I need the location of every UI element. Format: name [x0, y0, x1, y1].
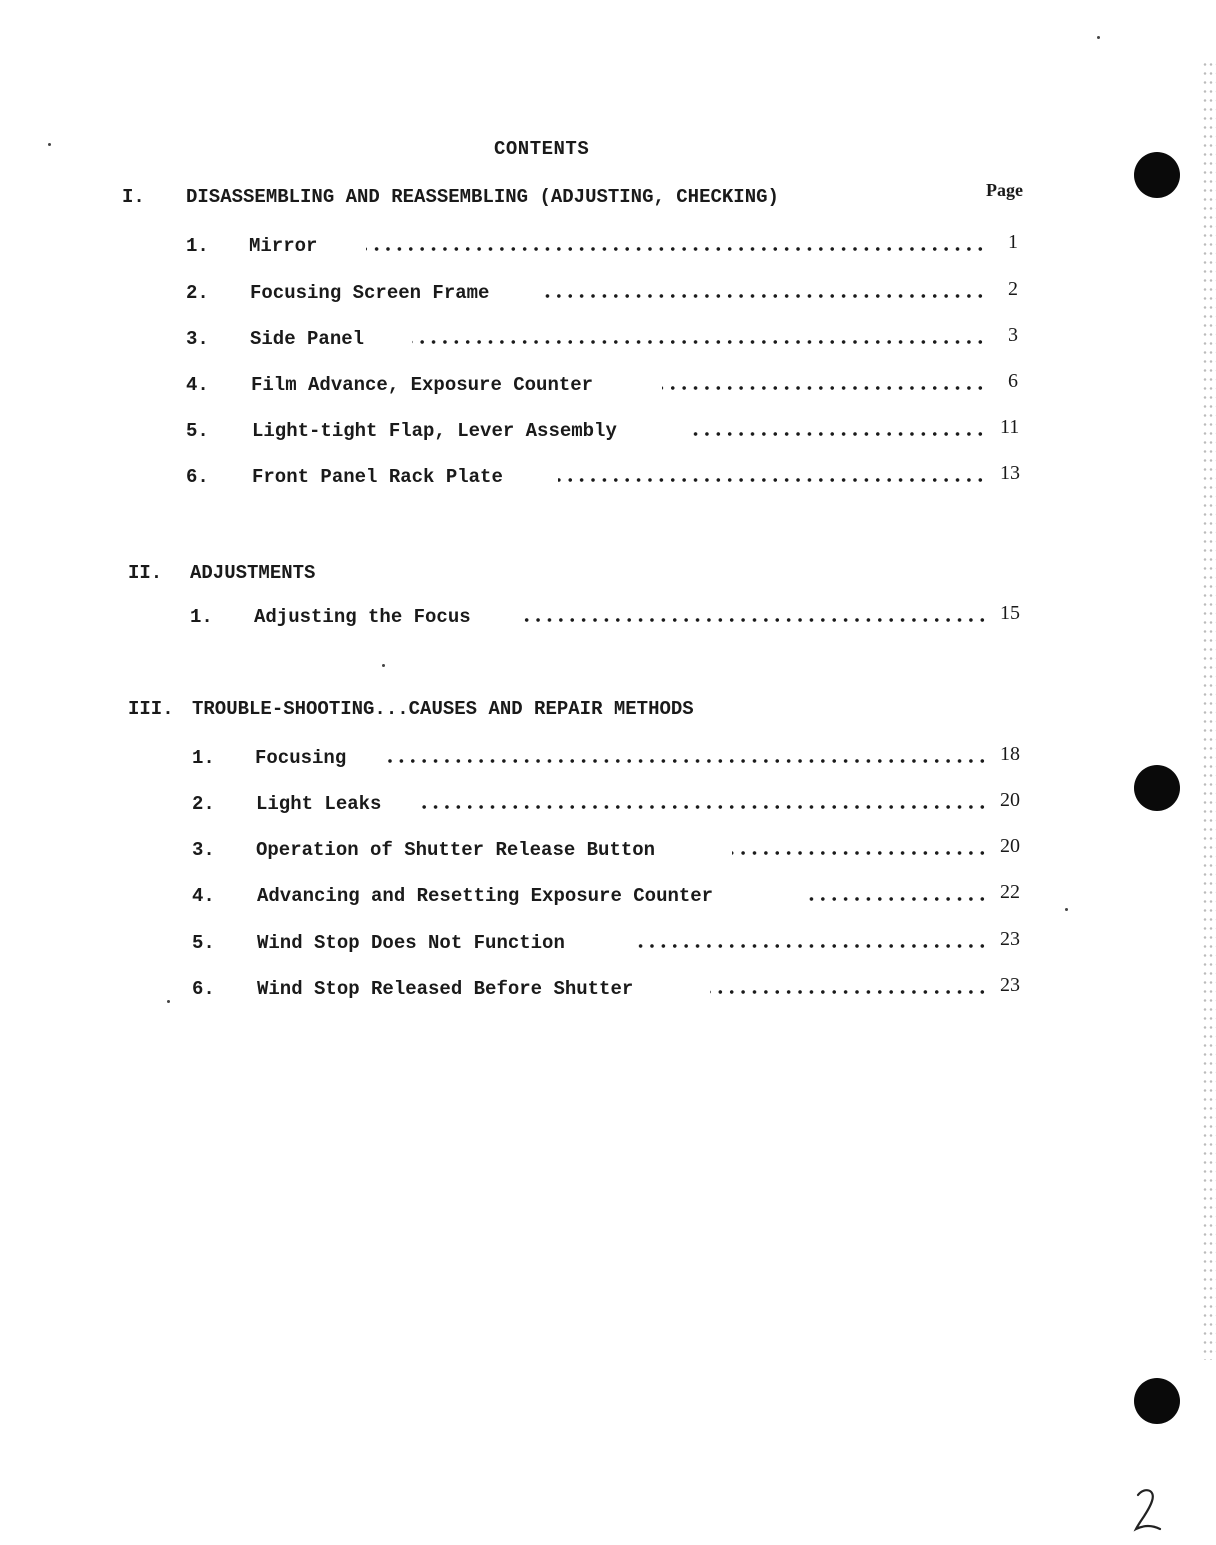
dot-leader — [662, 386, 986, 390]
entry-number: 1. — [192, 747, 215, 769]
entry-label: Side Panel — [250, 328, 365, 350]
scan-edge-noise — [1202, 60, 1216, 1360]
entry-page-number: 23 — [1000, 974, 1020, 996]
dust-speck — [48, 143, 51, 146]
section-numeral: I. — [122, 186, 145, 208]
entry-page-number: 22 — [1000, 881, 1020, 903]
dot-leader — [632, 944, 988, 948]
dot-leader — [416, 805, 988, 809]
entry-label: Advancing and Resetting Exposure Counter — [257, 885, 714, 907]
dot-leader — [710, 990, 988, 994]
entry-label: Front Panel Rack Plate — [252, 466, 503, 488]
entry-label: Focusing Screen Frame — [250, 282, 490, 304]
entry-label: Mirror — [249, 235, 318, 257]
section-numeral: III. — [128, 698, 174, 720]
entry-page-number: 20 — [1000, 835, 1020, 857]
entry-page-number: 13 — [1000, 462, 1020, 484]
dot-leader — [686, 432, 986, 436]
toc-entry[interactable] — [186, 324, 1026, 354]
dot-leader — [804, 897, 988, 901]
toc-entry[interactable] — [192, 881, 1032, 911]
section-title: ADJUSTMENTS — [190, 562, 316, 584]
binder-hole-middle — [1134, 765, 1180, 811]
entry-label: Wind Stop Does Not Function — [257, 932, 565, 954]
dot-leader — [544, 294, 986, 298]
binder-hole-top — [1134, 152, 1180, 198]
entry-page-number: 2 — [1008, 278, 1018, 300]
toc-entry[interactable] — [192, 835, 1032, 865]
section-heading-3 — [128, 698, 694, 720]
entry-page-number: 23 — [1000, 928, 1020, 950]
entry-page-number: 20 — [1000, 789, 1020, 811]
entry-number: 2. — [186, 282, 209, 304]
entry-number: 2. — [192, 793, 215, 815]
toc-entry[interactable] — [186, 370, 1026, 400]
entry-number: 1. — [190, 606, 213, 628]
section-title: TROUBLE-SHOOTING...CAUSES AND REPAIR METHODS — [192, 698, 694, 720]
entry-number: 3. — [192, 839, 215, 861]
toc-entry[interactable] — [192, 743, 1032, 773]
entry-label: Film Advance, Exposure Counter — [251, 374, 594, 396]
entry-number: 1. — [186, 235, 209, 257]
entry-page-number: 1 — [1008, 231, 1018, 253]
entry-page-number: 6 — [1008, 370, 1018, 392]
entry-label: Adjusting the Focus — [254, 606, 471, 628]
entry-number: 3. — [186, 328, 209, 350]
section-heading-1 — [122, 186, 779, 208]
handwritten-page-mark — [1130, 1485, 1166, 1535]
entry-page-number: 11 — [1000, 416, 1020, 438]
dust-speck — [1097, 36, 1100, 39]
section-numeral: II. — [128, 562, 163, 584]
toc-entry[interactable] — [192, 928, 1032, 958]
section-heading-2 — [128, 562, 315, 584]
page-title: CONTENTS — [494, 138, 590, 160]
dot-leader — [382, 759, 988, 763]
dot-leader — [366, 247, 986, 251]
toc-entry[interactable] — [186, 416, 1026, 446]
dot-leader — [558, 478, 986, 482]
dot-leader — [522, 618, 988, 622]
entry-label: Wind Stop Released Before Shutter — [257, 978, 634, 1000]
entry-label: Operation of Shutter Release Button — [256, 839, 656, 861]
dot-leader — [412, 340, 986, 344]
toc-entry[interactable] — [186, 278, 1026, 308]
entry-number: 5. — [192, 932, 215, 954]
entry-label: Light-tight Flap, Lever Assembly — [252, 420, 617, 442]
entry-number: 4. — [186, 374, 209, 396]
entry-page-number: 15 — [1000, 602, 1020, 624]
dust-speck — [1065, 908, 1068, 911]
entry-number: 6. — [186, 466, 209, 488]
entry-number: 6. — [192, 978, 215, 1000]
dot-leader — [732, 851, 988, 855]
entry-label: Light Leaks — [256, 793, 382, 815]
page-column-label: Page — [986, 180, 1023, 200]
section-title: DISASSEMBLING AND REASSEMBLING (ADJUSTING, CHECKING) — [186, 186, 779, 208]
entry-label: Focusing — [255, 747, 347, 769]
entry-number: 5. — [186, 420, 209, 442]
toc-entry[interactable] — [192, 974, 1032, 1004]
dust-speck — [382, 664, 385, 667]
dust-speck — [167, 1000, 170, 1003]
toc-entry[interactable] — [190, 602, 1030, 632]
toc-entry[interactable] — [186, 462, 1026, 492]
toc-entry[interactable] — [186, 231, 1026, 261]
binder-hole-bottom — [1134, 1378, 1180, 1424]
toc-entry[interactable] — [192, 789, 1032, 819]
entry-page-number: 3 — [1008, 324, 1018, 346]
entry-page-number: 18 — [1000, 743, 1020, 765]
entry-number: 4. — [192, 885, 215, 907]
